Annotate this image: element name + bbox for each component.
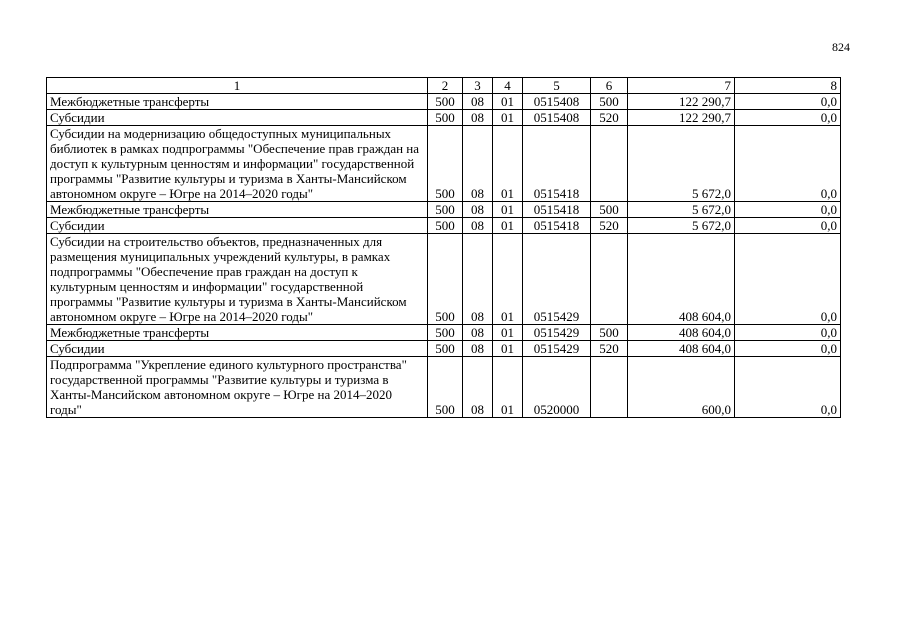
table-cell: 0,0 xyxy=(735,357,841,418)
table-row xyxy=(47,126,841,202)
table-cell: 0515429 xyxy=(523,325,591,341)
table-cell: 08 xyxy=(463,94,493,110)
table-cell: 08 xyxy=(463,202,493,218)
table-cell: 01 xyxy=(493,126,523,202)
table-cell: 01 xyxy=(493,202,523,218)
row-description: Межбюджетные трансферты xyxy=(47,94,428,110)
table-cell: 0515429 xyxy=(523,234,591,325)
row-description: Субсидии xyxy=(47,218,428,234)
table-cell: 0,0 xyxy=(735,110,841,126)
table-cell xyxy=(591,126,628,202)
table-cell: 01 xyxy=(493,357,523,418)
header-cell: 8 xyxy=(735,78,841,94)
budget-table xyxy=(46,77,841,418)
table-cell: 0520000 xyxy=(523,357,591,418)
table-row xyxy=(47,110,841,126)
table-header-row xyxy=(47,78,841,94)
table-row xyxy=(47,218,841,234)
table-cell: 408 604,0 xyxy=(628,341,735,357)
header-cell: 2 xyxy=(428,78,463,94)
table-cell: 520 xyxy=(591,341,628,357)
table-cell: 520 xyxy=(591,218,628,234)
table-cell: 0515429 xyxy=(523,341,591,357)
table-cell xyxy=(591,234,628,325)
table-cell: 122 290,7 xyxy=(628,110,735,126)
row-description: Межбюджетные трансферты xyxy=(47,202,428,218)
header-cell: 7 xyxy=(628,78,735,94)
table-cell: 5 672,0 xyxy=(628,202,735,218)
table-cell: 01 xyxy=(493,325,523,341)
table-cell: 500 xyxy=(428,110,463,126)
table-cell: 122 290,7 xyxy=(628,94,735,110)
table-cell: 408 604,0 xyxy=(628,234,735,325)
row-description: Субсидии на модернизацию общедоступных муниципальных библиотек в рамках подпрограммы "Обеспечение прав граждан на доступ к культурным ценностям и информации" государственной программы "Развитие культуры и туризма в Ханты-Мансийском автономном округе – Югре на 2014–2020 годы" xyxy=(47,126,428,202)
header-cell: 6 xyxy=(591,78,628,94)
table-cell: 0,0 xyxy=(735,234,841,325)
table-cell: 0,0 xyxy=(735,94,841,110)
table-cell: 01 xyxy=(493,110,523,126)
row-description: Межбюджетные трансферты xyxy=(47,325,428,341)
table-cell: 0515418 xyxy=(523,218,591,234)
table-cell: 500 xyxy=(428,325,463,341)
table-cell: 500 xyxy=(428,357,463,418)
table-row xyxy=(47,234,841,325)
table-cell: 0,0 xyxy=(735,126,841,202)
table-cell: 600,0 xyxy=(628,357,735,418)
table-cell: 0,0 xyxy=(735,341,841,357)
header-cell: 3 xyxy=(463,78,493,94)
header-cell: 4 xyxy=(493,78,523,94)
row-description: Подпрограмма "Укрепление единого культурного пространства" государственной программы "Развитие культуры и туризма в Ханты-Мансийском автономном округе – Югре на 2014–2020 годы" xyxy=(47,357,428,418)
table-cell: 08 xyxy=(463,110,493,126)
table-cell: 0515408 xyxy=(523,110,591,126)
table-cell: 5 672,0 xyxy=(628,126,735,202)
row-description: Субсидии на строительство объектов, предназначенных для размещения муниципальных учреждений культуры, в рамках подпрограммы "Обеспечение прав граждан на доступ к культурным ценностям и информации" государственной программы "Развитие культуры и туризма в Ханты-Мансийском автономном округе – Югре на 2014–2020 годы" xyxy=(47,234,428,325)
table-cell: 0,0 xyxy=(735,325,841,341)
table-cell: 08 xyxy=(463,357,493,418)
row-description: Субсидии xyxy=(47,341,428,357)
table-cell: 500 xyxy=(591,94,628,110)
table-row xyxy=(47,341,841,357)
table-cell: 0,0 xyxy=(735,202,841,218)
table-cell: 01 xyxy=(493,94,523,110)
table-cell: 08 xyxy=(463,325,493,341)
table-cell: 01 xyxy=(493,341,523,357)
table-row xyxy=(47,94,841,110)
table-cell: 500 xyxy=(428,94,463,110)
table-row xyxy=(47,202,841,218)
table-cell: 01 xyxy=(493,234,523,325)
table-cell: 5 672,0 xyxy=(628,218,735,234)
header-cell: 1 xyxy=(47,78,428,94)
table-cell: 08 xyxy=(463,218,493,234)
table-cell: 0515418 xyxy=(523,126,591,202)
table-cell: 0,0 xyxy=(735,218,841,234)
table-cell xyxy=(591,357,628,418)
table-cell: 0515418 xyxy=(523,202,591,218)
row-description: Субсидии xyxy=(47,110,428,126)
table-cell: 500 xyxy=(591,202,628,218)
table-cell: 408 604,0 xyxy=(628,325,735,341)
header-cell: 5 xyxy=(523,78,591,94)
table-cell: 500 xyxy=(428,234,463,325)
table-cell: 520 xyxy=(591,110,628,126)
table-row xyxy=(47,325,841,341)
table-cell: 500 xyxy=(428,126,463,202)
table-cell: 08 xyxy=(463,234,493,325)
table-cell: 0515408 xyxy=(523,94,591,110)
page-number: 824 xyxy=(832,40,850,54)
table-cell: 08 xyxy=(463,341,493,357)
table-cell: 500 xyxy=(428,341,463,357)
table-cell: 500 xyxy=(591,325,628,341)
table-cell: 01 xyxy=(493,218,523,234)
table-cell: 08 xyxy=(463,126,493,202)
table-cell: 500 xyxy=(428,202,463,218)
table-row xyxy=(47,357,841,418)
table-cell: 500 xyxy=(428,218,463,234)
